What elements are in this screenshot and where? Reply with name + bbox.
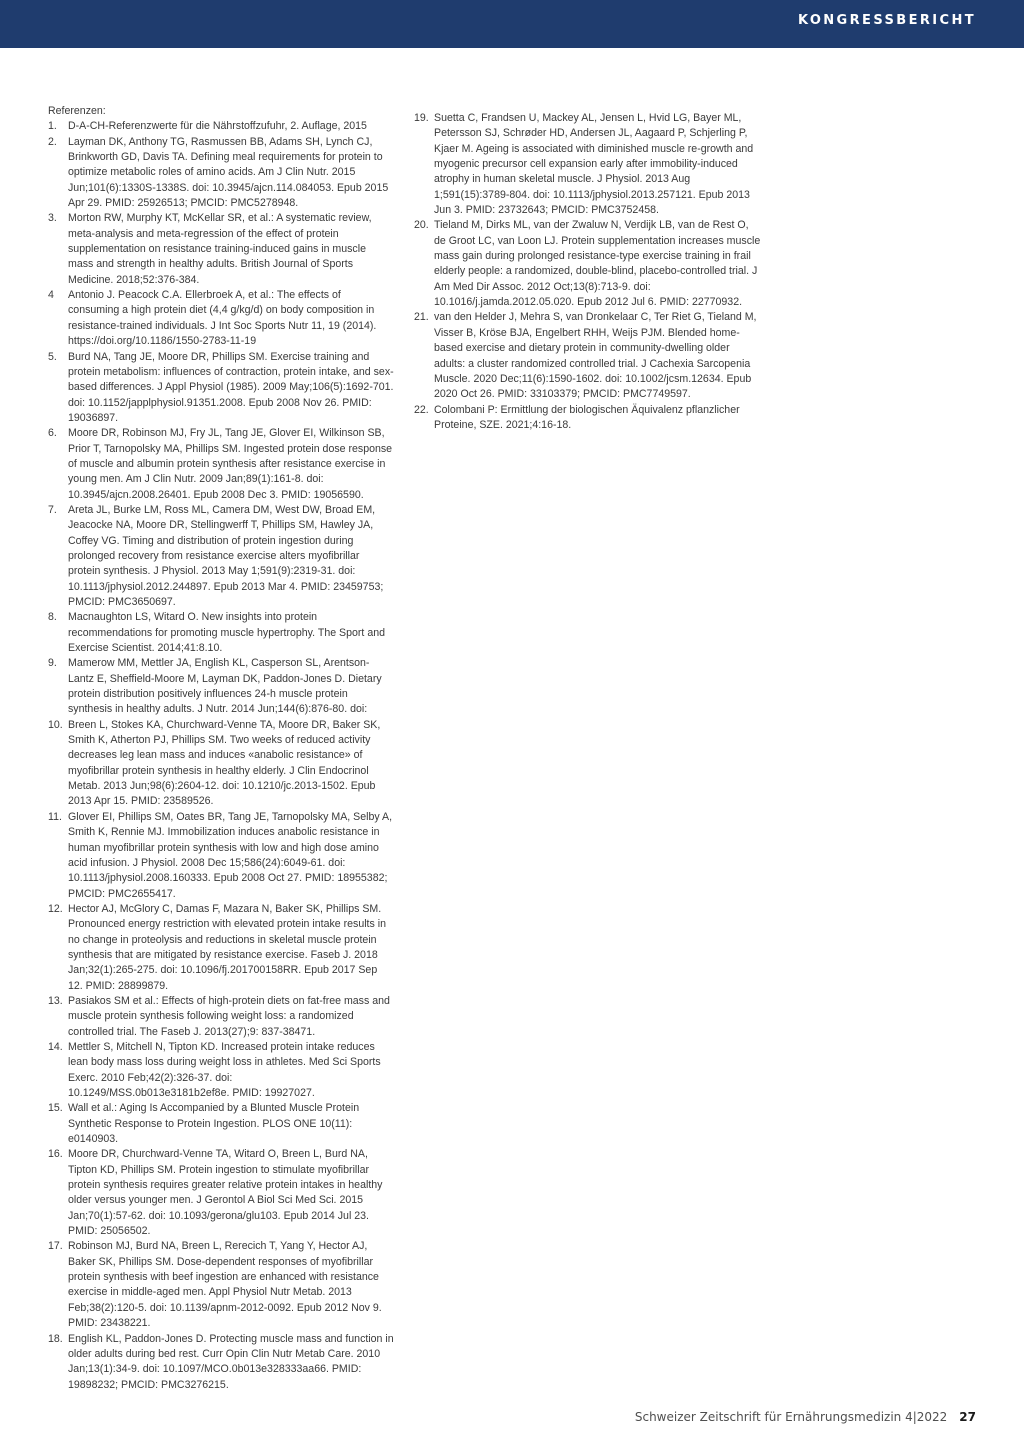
reference-number: 1. [48,120,57,133]
reference-text: Macnaughton LS, Witard O. New insights into protein recommendations for promoting muscle hypertrophy. The Sport and Exercise Scientist. 2014;41:8.10. [68,611,385,655]
reference-number: 5. [48,350,57,363]
reference-item [48,135,394,212]
reference-number: 22. [414,403,429,416]
reference-text: Moore DR, Robinson MJ, Fry JL, Tang JE, Glover EI, Wilkinson SB, Prior T, Tarnopolsky MA, Phillips SM. Ingested protein dose response of muscle and albumin protein synthesis after resistance exercise in young men. Am J Clin Nutr. 2009 Jan;89(1):161-8. doi: 10.3945/ajcn.2008.26401. Epub 2008 Dec 3. PMID: 19056590. [68,427,393,501]
reference-item [48,656,394,717]
reference-text: Areta JL, Burke LM, Ross ML, Camera DM, West DW, Broad EM, Jeacocke NA, Moore DR, Stellingwerff T, Phillips SM, Hawley JA, Coffey VG. Timing and distribution of protein ingestion during prolonged recovery from resistance exercise alters myofibrillar protein synthesis. J Physiol. 2013 May 1;591(9):2319-31. doi: 10.1113/jphysiol.2012.244897. Epub 2013 Mar 4. PMID: 23459753; PMCID: PMC3650697. [68,503,384,608]
reference-text: Breen L, Stokes KA, Churchward-Venne TA, Moore DR, Baker SK, Smith K, Atherton PJ, Phillips SM. Two weeks of reduced activity decreases leg lean mass and induces «anabolic resistance» of myofibrillar protein synthesis in healthy elderly. J Clin Endocrinol Metab. 2013 Jun;98(6):2604-12. doi: 10.1210/jc.2013-1502. Epub 2013 Apr 15. PMID: 23589526. [68,718,381,808]
reference-number: 12. [48,902,63,915]
reference-item [414,218,761,310]
reference-number: 11. [48,810,62,823]
reference-item [414,310,761,402]
reference-text: Robinson MJ, Burd NA, Breen L, Rerecich T, Yang Y, Hector AJ, Baker SK, Phillips SM. Dose-dependent responses of myofibrillar protein synthesis with beef ingestion are enhanced with resistance exercise in middle-aged men. Appl Physiol Nutr Metab. 2013 Feb;38(2):120-5. doi: 10.1139/apnm-2012-0092. Epub 2012 Nov 9. PMID: 23438221. [68,1240,382,1330]
reference-number: 18. [48,1332,63,1345]
reference-text: Colombani P: Ermittlung der biologischen Äquivalenz pflanzlicher Proteine, SZE. 2021;4:16-18. [434,403,740,431]
reference-item [48,718,394,810]
reference-text: Morton RW, Murphy KT, McKellar SR, et al.: A systematic review, meta-analysis and meta-regression of the effect of protein supplementation on resistance training-induced gains in muscle mass and strength in healthy adults. British Journal of Sports Medicine. 2018;52:376-384. [68,212,372,286]
reference-number: 15. [48,1102,63,1115]
reference-item [414,403,761,434]
reference-number: 9. [48,657,57,670]
reference-text: Mettler S, Mitchell N, Tipton KD. Increased protein intake reduces lean body mass loss during weight loss in athletes. Med Sci Sports Exerc. 2010 Feb;42(2):326-37. doi: 10.1249/MSS.0b013e3181b2ef8e. PMID: 19927027. [68,1040,381,1099]
reference-item [48,810,394,902]
reference-text: Antonio J. Peacock C.A. Ellerbroek A, et al.: The effects of consuming a high protein diet (4,4 g/kg/d) on body composition in resistance-trained individuals. J Int Soc Sports Nutr 11, 19 (2014). https://doi.org/10.1186/1550-2783-11-19 [68,289,377,348]
reference-text: Tieland M, Dirks ML, van der Zwaluw N, Verdijk LB, van de Rest O, de Groot LC, van Loon LJ. Protein supplementation increases muscle mass gain during prolonged resistance-type exercise training in frail elderly people: a randomized, double-blind, placebo-controlled trial. J Am Med Dir Assoc. 2012 Oct;13(8):713-9. doi: 10.1016/j.jamda.2012.05.020. Epub 2012 Jul 6. PMID: 22770932. [434,219,761,309]
reference-text: Burd NA, Tang JE, Moore DR, Phillips SM. Exercise training and protein metabolism: influences of contraction, protein intake, and sex-based differences. J Appl Physiol (1985). 2009 May;106(5):1692-701. doi: 10.1152/japplphysiol.91351.2008. Epub 2008 Nov 26. PMID: 19036897. [68,350,394,424]
reference-number: 17. [48,1240,63,1253]
reference-number: 3. [48,212,57,225]
reference-text: English KL, Paddon-Jones D. Protecting muscle mass and function in older adults during bed rest. Curr Opin Clin Nutr Metab Care. 2010 Jan;13(1):34-9. doi: 10.1097/MCO.0b013e328333aa66. PMID: 19898232; PMCID: PMC3276215. [68,1332,394,1391]
reference-number: 14. [48,1040,63,1053]
reference-number: 7. [48,503,57,516]
reference-text: Glover EI, Phillips SM, Oates BR, Tang JE, Tarnopolsky MA, Selby A, Smith K, Rennie MJ. Immobilization induces anabolic resistance in human myofibrillar protein synthesis with low and high dose amino acid infusion. J Physiol. 2008 Dec 15;586(24):6049-61. doi: 10.1113/jphysiol.2008.160333. Epub 2008 Oct 27. PMID: 18955382; PMCID: PMC2655417. [68,810,393,900]
reference-text: Layman DK, Anthony TG, Rasmussen BB, Adams SH, Lynch CJ, Brinkworth GD, Davis TA. Defining meal requirements for protein to optimize metabolic roles of amino acids. Am J Clin Nutr. 2015 Jun;101(6):1330S-1338S. doi: 10.3945/ajcn.114.084053. Epub 2015 Apr 29. PMID: 25926513; PMCID: PMC5278948. [68,135,389,210]
references-heading: Referenzen: [48,105,106,117]
reference-number: 2. [48,135,57,148]
reference-item [48,426,394,503]
reference-text: D-A-CH-Referenzwerte für die Nährstoffzufuhr, 2. Auflage, 2015 [68,120,367,133]
reference-number: 13. [48,994,63,1007]
reference-item [48,503,394,610]
section-label: KONGRESSBERICHT [797,13,976,28]
reference-item [48,211,394,288]
reference-number: 8. [48,611,57,624]
reference-number: 21. [414,311,429,324]
reference-number: 20. [414,219,429,232]
references-column-right [414,111,761,433]
page-number: 27 [959,1410,976,1424]
reference-text: Mamerow MM, Mettler JA, English KL, Casperson SL, Arentson-Lantz E, Sheffield-Moore M, Layman DK, Paddon-Jones D. Dietary protein distribution positively influences 24-h muscle protein synthesis in healthy adults. J Nutr. 2014 Jun;144(6):876-80. doi: [68,657,382,716]
reference-number: 4 [48,289,54,302]
reference-number: 10. [48,718,63,731]
reference-item [48,350,394,427]
reference-number: 19. [414,112,429,124]
reference-number: 16. [48,1148,63,1161]
reference-item [48,1101,394,1147]
reference-text: van den Helder J, Mehra S, van Dronkelaar C, Ter Riet G, Tieland M, Visser B, Kröse BJA, Engelbert RHH, Weijs PJM. Blended home-based exercise and dietary protein in community-dwelling older adults: a cluster randomized controlled trial. J Cachexia Sarcopenia Muscle. 2020 Dec;11(6):1590-1602. doi: 10.1002/jcsm.12634. Epub 2020 Oct 26. PMID: 33103379; PMCID: PMC7749597. [434,311,757,401]
reference-item [48,610,394,656]
header-band [0,0,1024,48]
reference-text: Pasiakos SM et al.: Effects of high-protein diets on fat-free mass and muscle protein synthesis following weight loss: a randomized controlled trial. The Faseb J. 2013(27);9: 837-38471. [68,994,390,1038]
reference-item [414,111,761,218]
reference-list-left [48,119,394,1393]
page-footer [635,1410,976,1424]
reference-text: Moore DR, Churchward-Venne TA, Witard O, Breen L, Burd NA, Tipton KD, Phillips SM. Protein ingestion to stimulate myofibrillar protein synthesis requires greater relative protein intakes in healthy older versus younger men. J Gerontol A Biol Sci Med Sci. 2015 Jan;70(1):57-62. doi: 10.1093/gerona/glu103. Epub 2014 Jul 23. PMID: 25056502. [68,1148,383,1238]
reference-item [48,902,394,994]
reference-item [48,119,394,134]
reference-text: Hector AJ, McGlory C, Damas F, Mazara N, Baker SK, Phillips SM. Pronounced energy restriction with elevated protein intake results in no change in proteolysis and reductions in skeletal muscle protein synthesis that are mitigated by resistance exercise. Faseb J. 2018 Jan;32(1):265-275. doi: 10.1096/fj.201700158RR. Epub 2017 Sep 12. PMID: 28899879. [68,902,386,992]
reference-text: Wall et al.: Aging Is Accompanied by a Blunted Muscle Protein Synthetic Response to Protein Ingestion. PLOS ONE 10(11): e0140903. [68,1102,360,1146]
references-column-left [48,104,394,1393]
reference-list-right [414,111,761,433]
reference-item [48,1040,394,1101]
reference-item [48,288,394,349]
reference-item [48,994,394,1040]
reference-item [48,1147,394,1239]
journal-title: Schweizer Zeitschrift für Ernährungsmedizin 4|2022 [634,1410,948,1424]
reference-item [48,1239,394,1331]
reference-item [48,1332,394,1393]
reference-number: 6. [48,427,57,440]
reference-text: Suetta C, Frandsen U, Mackey AL, Jensen L, Hvid LG, Bayer ML, Petersson SJ, Schrøder HD, Andersen JL, Aagaard P, Schjerling P, Kjaer M. Ageing is associated with diminished muscle re-growth and myogenic precursor cell expansion early after immobility-induced atrophy in human skeletal muscle. J Physiol. 2013 Aug 1;591(15):3789-804. doi: 10.1113/jphysiol.2013.257121. Epub 2013 Jun 3. PMID: 23732643; PMCID: PMC3752458. [434,112,754,217]
